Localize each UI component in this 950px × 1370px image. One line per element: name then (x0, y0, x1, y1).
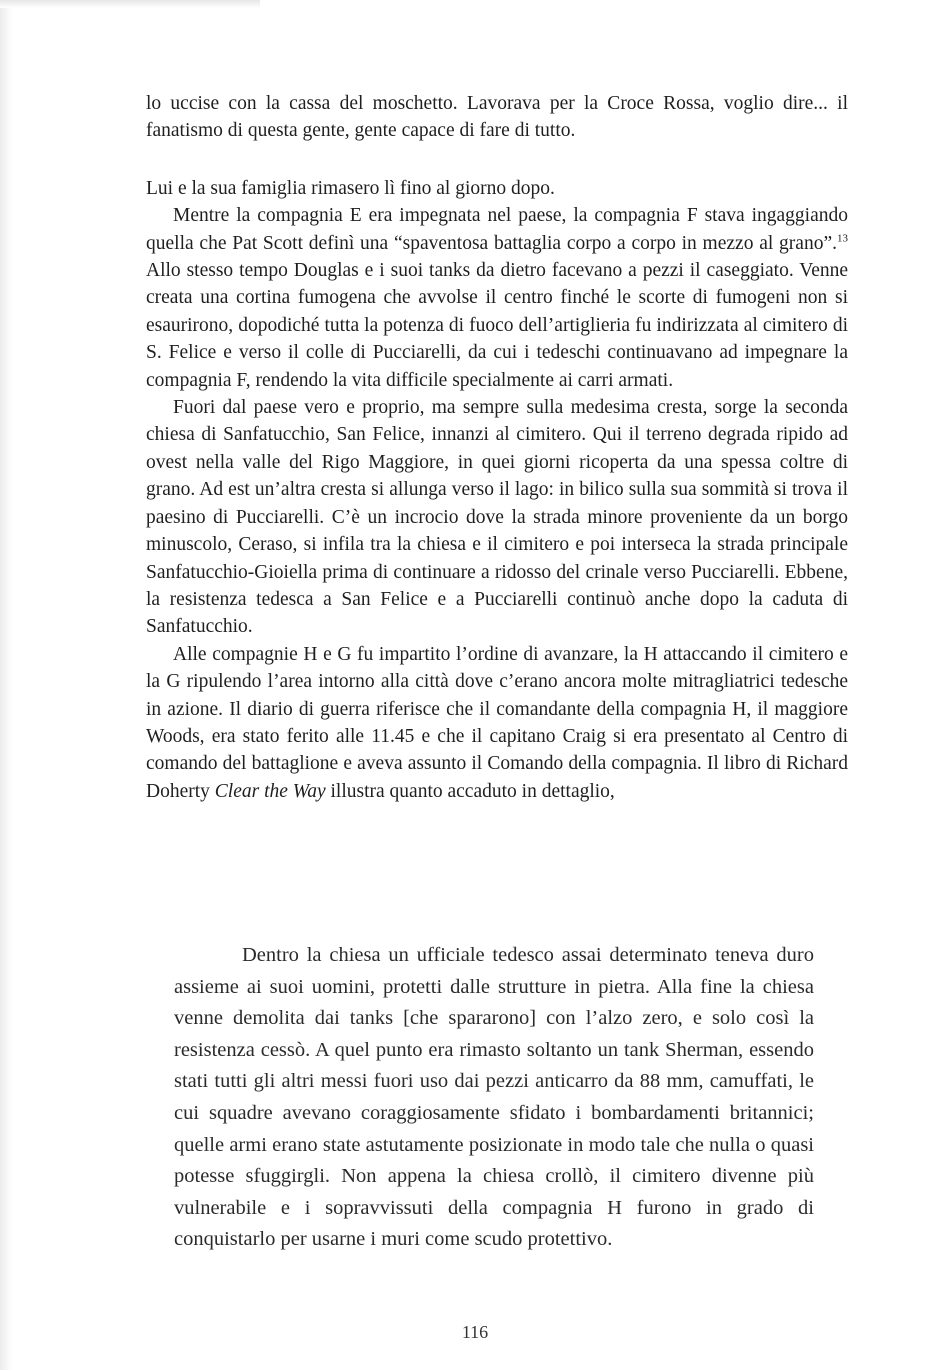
quote-text: Dentro la chiesa un ufficiale tedesco assai determinato teneva duro assieme ai suoi uomini, protetti dalle strutture in pietra. Alla fine la chiesa venne demolita dai tanks [che spararono] con l’alzo zero, e solo così la resistenza cessò. A quel punto era rimasto soltanto un tank Sherman, essendo stati tutti gli altri messi fuori uso dai pezzi anticarro da 88 mm, camuffati, le cui squadre avevano coraggiosamente sfidato i bombardamenti britannici; quelle armi erano state astutamente posizionate in modo tale che nulla o quasi potesse sfuggirgli. Non appena la chiesa crollò, il cimitero divenne più vulnerabile e i sopravvissuti della compagnia H furono in grado di conquistarlo per usarne i muri come scudo protettivo. (174, 944, 814, 1251)
scan-shadow-top (0, 0, 260, 8)
paragraph-company-f-text-cont: Allo stesso tempo Douglas e i suoi tanks da dietro facevano a pezzi il caseggiato. Venne creata una cortina fumogena che avvolse il centro finché le scorte di fumogeni non si esaurirono, dopodiché tutta la potenza di fuoco dell’artiglieria fu indirizzata al cimitero di S. Felice e verso il colle di Pucciarelli, da cui i tedeschi continuavano ad impegnare la compagnia F, rendendo la vita difficile specialmente ai carri armati. (146, 260, 848, 391)
paragraph-san-felice: Fuori dal paese vero e proprio, ma sempre sulla medesima cresta, sorge la seconda chiesa di Sanfatucchio, San Felice, innanzi al cimitero. Qui il terreno degrada ripido ad ovest nella valle del Rigo Maggiore, in quei giorni ricoperta da una spessa coltre di grano. Ad est un’altra cresta si allunga verso il lago: in bilico sulla sua sommità si trova il paesino di Pucciarelli. C’è un incrocio dove la strada minore proveniente da un borgo minuscolo, Ceraso, si infila tra la chiesa e il cimitero e poi interseca la strada principale Sanfatucchio-Gioiella prima di continuare a ridosso del crinale verso Pucciarelli. Ebbene, la resistenza tedesca a San Felice e a Pucciarelli continuò anche dopo la caduta di Sanfatucchio. (146, 397, 848, 638)
paragraph-companies-h-g (146, 641, 848, 805)
paragraph-continued: lo uccise con la cassa del moschetto. Lavorava per la Croce Rossa, voglio dire... il fanatismo di questa gente, gente capace di fare di tutto. (146, 93, 848, 142)
block-quote (174, 940, 814, 1256)
body-text (146, 90, 848, 805)
paragraph-companies-text-end: illustra quanto accaduto in dettaglio, (325, 780, 615, 802)
book-title: Clear the Way (214, 780, 326, 802)
paragraph-company-f-text: Mentre la compagnia E era impegnata nel paese, la compagnia F stava ingaggiando quella che Pat Scott definì una “spaventosa battaglia corpo a corpo in mezzo al grano”. (146, 205, 848, 254)
paragraph-company-f (146, 202, 848, 394)
footnote-ref: 13 (837, 232, 848, 245)
paragraph-companies-text: Alle compagnie H e G fu impartito l’ordine di avanzare, la H attaccando il cimitero e la G ripulendo l’area intorno alla città dove c’erano ancora molte mitragliatrici tedesche in azione. Il diario di guerra riferisce che il comandante della compagnia H, il maggiore Woods, era stato ferito alle 11.45 e che il capitano Craig si era presentato al Centro di comando del battaglione e aveva assunto il Comando della compagnia. Il libro di Richard Doherty (146, 643, 848, 802)
scan-shadow-left (0, 0, 12, 1370)
page-number: 116 (461, 1322, 489, 1342)
paragraph-family: Lui e la sua famiglia rimasero lì fino al giorno dopo. (146, 177, 555, 199)
